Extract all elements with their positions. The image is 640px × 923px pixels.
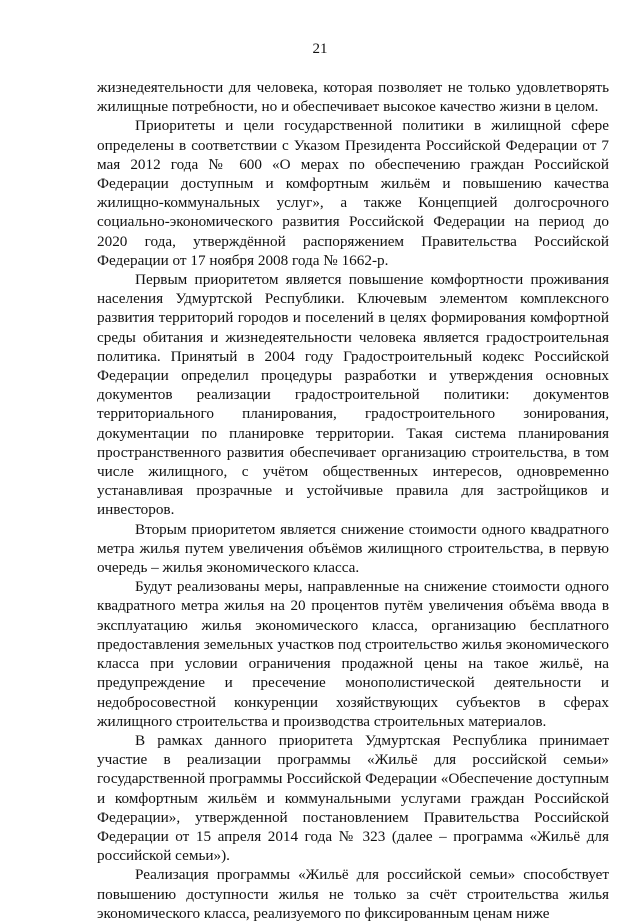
page-number: 21 — [312, 41, 328, 57]
paragraph-measures: Будут реализованы меры, направленные на снижение стоимости одного квадратного метра жилья на 20 процентов путём увеличения объёма ввода в эксплуатацию жилья экономического класса, организацию бесплатного предоставления земельных участков под строительство жилья экономического класса при условии ограничения продажной цены на такое жильё, на предупреждение и пресечение монополистической деятельности и недобросовестной конкуренции хозяйствующих субъектов в сферах жилищного строительства и производства строительных материалов. — [97, 578, 609, 730]
paragraph-second-priority: Вторым приоритетом является снижение стоимости одного квадратного метра жилья путем увеличения объёмов жилищного строительства, в первую очередь – жилья экономического класса. — [97, 520, 609, 577]
paragraph-program-implementation: Реализация программы «Жильё для российской семьи» способствует повышению доступности жилья не только за счёт строительства жилья экономического класса, реализуемого по фиксированным ценам ниже — [97, 866, 609, 922]
document-body — [97, 78, 609, 923]
paragraph-priorities-goals: Приоритеты и цели государственной политики в жилищной сфере определены в соответствии с Указом Президента Российской Федерации от 7 мая 2012 года № 600 «О мерах по обеспечению граждан Российской Федерации доступным и комфортным жильём и повышению качества жилищно-коммунальных услуг», а также Концепцией долгосрочного социально-экономического развития Российской Федерации на период до 2020 года, утверждённой распоряжением Правительства Российской Федерации от 17 ноября 2008 года № 1662-р. — [97, 117, 609, 269]
paragraph-program-participation: В рамках данного приоритета Удмуртская Республика принимает участие в реализации программы «Жильё для российской семьи» государственной программы Российской Федерации «Обеспечение доступным и комфортным жильём и коммунальными услугами граждан Российской Федерации», утвержденной постановлением Правительства Российской Федерации от 15 апреля 2014 года № 323 (далее – программа «Жильё для российской семьи»). — [97, 731, 609, 865]
paragraph-first-priority: Первым приоритетом является повышение комфортности проживания населения Удмуртской Республики. Ключевым элементом комплексного развития территорий городов и поселений в целях формирования комфортной среды обитания и жизнедеятельности человека является градостроительная политика. Принятый в 2004 году Градостроительный кодекс Российской Федерации определил процедуры разработки и утверждения основных документов реализации градостроительной политики: документов территориального планирования, градостроительного зонирования, документации по планировке территории. Такая система планирования пространственного развития обеспечивает организацию строительства, в том числе жилищного, с учётом общественных интересов, одновременно устанавливая прозрачные и устойчивые правила для застройщиков и инвесторов. — [97, 271, 609, 519]
paragraph-continuation: жизнедеятельности для человека, которая позволяет не только удовлетворять жилищные потребности, но и обеспечивает высокое качество жизни в целом. — [97, 79, 609, 116]
